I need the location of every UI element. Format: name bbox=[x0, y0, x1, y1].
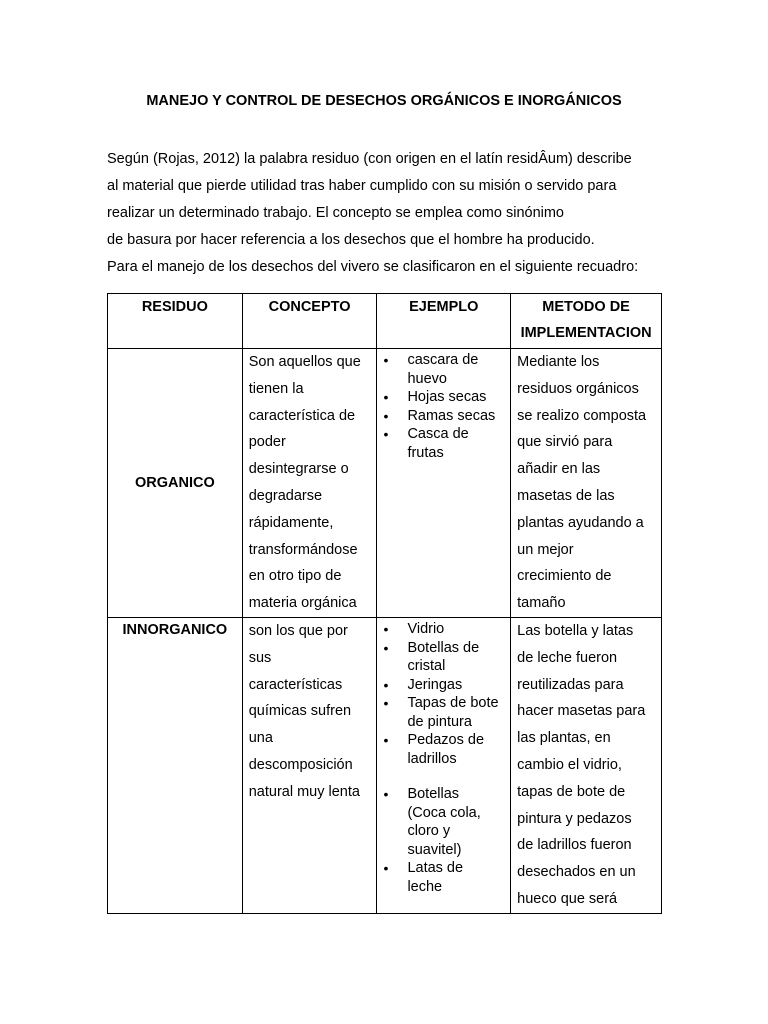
example-item-line: huevo bbox=[407, 370, 447, 387]
example-item-line: • Jeringas bbox=[407, 676, 463, 693]
example-item-line: • Latas de bbox=[407, 860, 464, 876]
example-item-line: • cascara de bbox=[407, 352, 479, 368]
metodo-line: añadir en las bbox=[517, 461, 601, 478]
table-row-organico bbox=[108, 349, 662, 618]
concepto-cell bbox=[242, 349, 377, 618]
example-item-line: frutas bbox=[407, 444, 444, 461]
intro-paragraph bbox=[107, 148, 677, 283]
concepto-line: características bbox=[248, 676, 343, 693]
example-item bbox=[407, 351, 510, 388]
table-row-innorganico bbox=[108, 618, 662, 914]
metodo-line: cambio el vidrio, bbox=[517, 756, 622, 773]
metodo-line: un mejor bbox=[517, 541, 574, 558]
example-item-line: • Vidrio bbox=[407, 621, 445, 637]
example-item bbox=[407, 639, 510, 676]
concepto-line: en otro tipo de bbox=[248, 568, 342, 585]
example-item-line: (Coca cola, bbox=[407, 804, 481, 821]
metodo-line: hacer masetas para bbox=[517, 703, 646, 720]
example-item-line: suavitel) bbox=[407, 841, 462, 858]
example-item-line: de pintura bbox=[407, 713, 472, 730]
waste-classification-table bbox=[107, 293, 662, 914]
example-item-line: • Botellas bbox=[407, 786, 460, 802]
ejemplo-cell bbox=[377, 349, 511, 618]
concepto-cell bbox=[242, 618, 377, 914]
metodo-line: Mediante los bbox=[517, 354, 600, 370]
concepto-line: degradarse bbox=[248, 487, 323, 504]
metodo-line: reutilizadas para bbox=[517, 676, 624, 693]
concepto-line: transformándose bbox=[248, 541, 358, 558]
concepto-line: poder bbox=[248, 434, 286, 451]
example-item bbox=[407, 785, 510, 859]
metodo-line: se realizo composta bbox=[517, 407, 647, 424]
example-item-line: • Pedazos de bbox=[407, 732, 485, 748]
metodo-line: masetas de las bbox=[517, 487, 615, 504]
metodo-line: tapas de bote de bbox=[517, 783, 626, 800]
header-metodo-line: METODO DE bbox=[542, 299, 630, 315]
example-item bbox=[407, 620, 510, 639]
header-ejemplo: EJEMPLO bbox=[377, 294, 511, 349]
document-title: MANEJO Y CONTROL DE DESECHOS ORGÁNICOS E INORGÁNICOS bbox=[146, 93, 622, 109]
concepto-line: una bbox=[248, 730, 273, 747]
concepto-line: descomposición bbox=[248, 756, 353, 773]
example-item bbox=[407, 694, 510, 731]
metodo-line: plantas ayudando a bbox=[517, 514, 644, 531]
residuo-cell: INNORGANICO bbox=[108, 618, 243, 914]
example-item-line: • Tapas de bote bbox=[407, 695, 499, 711]
metodo-line: residuos orgánicos bbox=[517, 380, 639, 397]
example-item bbox=[407, 731, 510, 768]
paragraph-line: realizar un determinado trabajo. El concepto se emplea como sinónimo bbox=[107, 205, 564, 221]
header-concepto: CONCEPTO bbox=[242, 294, 377, 349]
concepto-line: rápidamente, bbox=[248, 514, 334, 531]
example-item-line: cristal bbox=[407, 658, 446, 674]
paragraph-line: Según (Rojas, 2012) la palabra residuo (con origen en el latín residÂum) describe bbox=[107, 151, 632, 167]
example-item-line: cloro y bbox=[407, 823, 451, 839]
concepto-line: desintegrarse o bbox=[248, 461, 349, 478]
header-residuo: RESIDUO bbox=[108, 294, 243, 349]
metodo-line: pintura y pedazos bbox=[517, 810, 632, 827]
example-item bbox=[407, 388, 510, 407]
example-item-line: • Ramas secas bbox=[407, 407, 496, 424]
paragraph-line: al material que pierde utilidad tras haber cumplido con su misión o servido para bbox=[107, 178, 617, 194]
concepto-line: materia orgánica bbox=[248, 595, 357, 612]
concepto-line: sus bbox=[248, 649, 272, 666]
example-item-line: • Hojas secas bbox=[407, 389, 487, 405]
metodo-line: de leche fueron bbox=[517, 649, 618, 666]
metodo-line: hueco que será bbox=[517, 890, 618, 907]
header-metodo-line: IMPLEMENTACION bbox=[520, 325, 652, 341]
example-item bbox=[407, 425, 510, 462]
metodo-line: tamaño bbox=[517, 595, 566, 612]
residuo-cell: ORGANICO bbox=[108, 349, 243, 618]
concepto-line: son los que por bbox=[248, 623, 348, 639]
metodo-line: de ladrillos fueron bbox=[517, 837, 632, 854]
example-item-line: ladrillos bbox=[407, 750, 457, 767]
metodo-cell bbox=[511, 349, 662, 618]
concepto-line: natural muy lenta bbox=[248, 783, 360, 800]
metodo-line: las plantas, en bbox=[517, 730, 611, 747]
example-item bbox=[407, 859, 510, 896]
example-item-line: • Botellas de bbox=[407, 639, 480, 656]
example-item-line: leche bbox=[407, 878, 443, 895]
metodo-cell bbox=[511, 618, 662, 914]
example-item-line: • Casca de bbox=[407, 426, 469, 442]
metodo-line: crecimiento de bbox=[517, 568, 612, 585]
metodo-line: que sirvió para bbox=[517, 434, 613, 451]
metodo-line: Las botella y latas bbox=[517, 623, 634, 639]
paragraph-line: de basura por hacer referencia a los desechos que el hombre ha producido. bbox=[107, 232, 595, 248]
ejemplo-cell bbox=[377, 618, 511, 914]
header-metodo bbox=[511, 294, 662, 349]
concepto-line: tienen la bbox=[248, 380, 304, 397]
paragraph-line: Para el manejo de los desechos del vivero se clasificaron en el siguiente recuadro: bbox=[107, 259, 639, 275]
concepto-line: químicas sufren bbox=[248, 703, 352, 720]
table-header-row bbox=[108, 294, 662, 349]
example-item bbox=[407, 676, 510, 695]
concepto-line: Son aquellos que bbox=[248, 354, 361, 370]
example-item bbox=[407, 407, 510, 426]
metodo-line: desechados en un bbox=[517, 864, 636, 881]
concepto-line: característica de bbox=[248, 407, 356, 424]
